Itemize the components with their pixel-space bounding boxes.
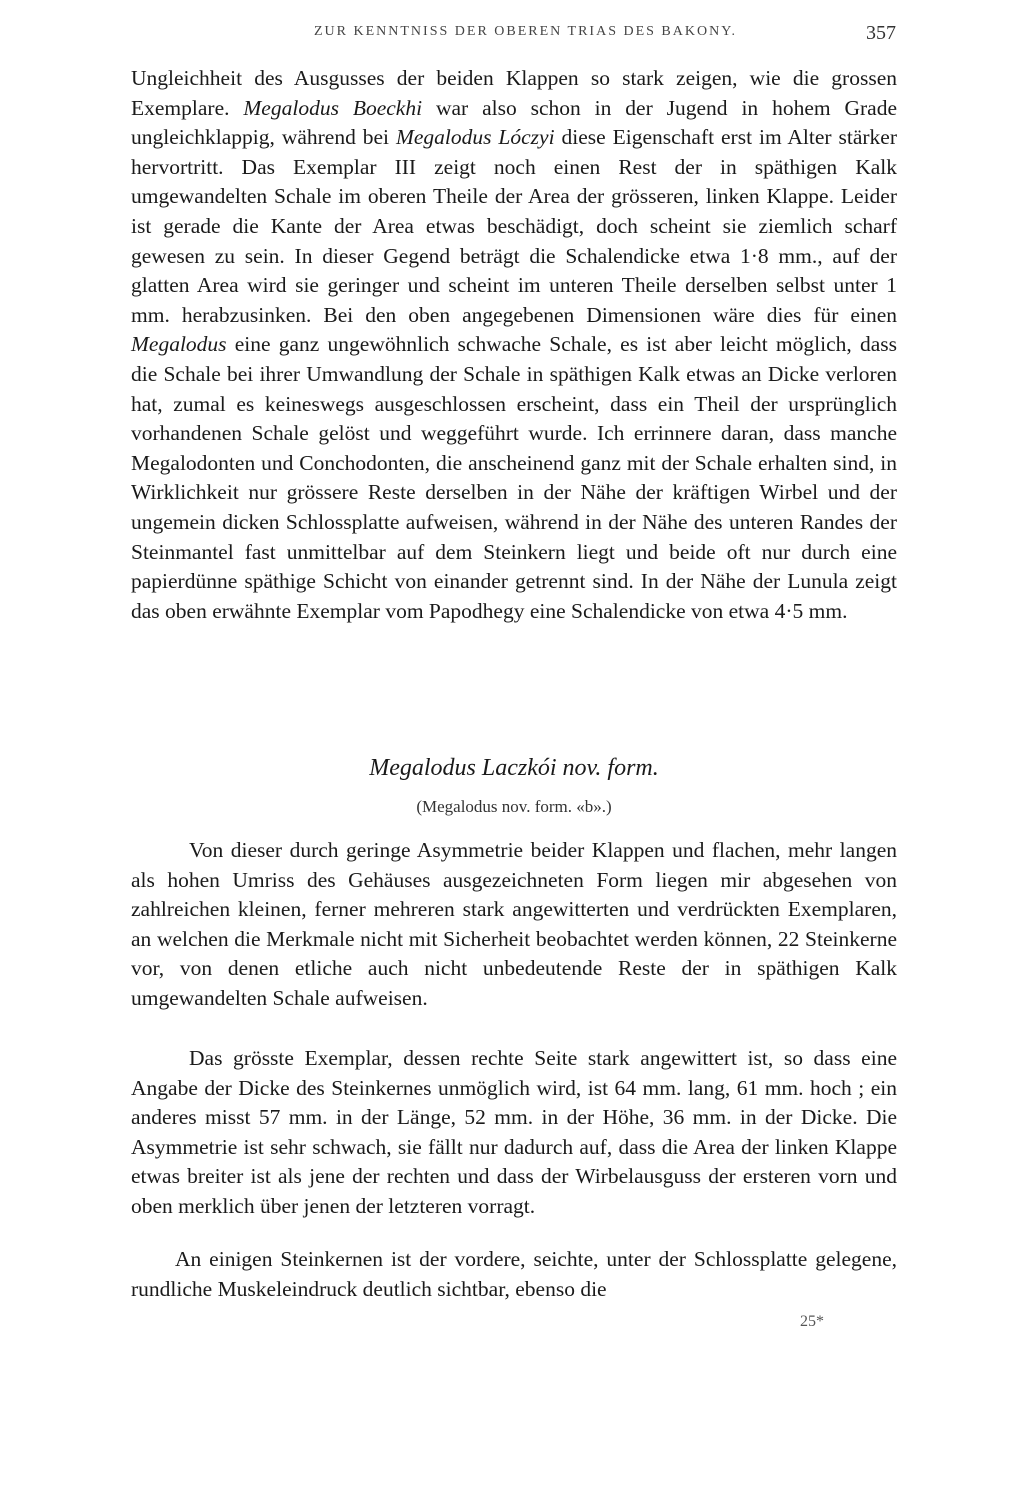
paragraph-description: Von dieser durch geringe Asymmetrie beider Klappen und flachen, mehr langen als hohen Umriss des Gehäuses ausgezeichneten Form liegen mir abgesehen von zahlreichen kleinen, ferner mehreren stark angewitterten und verdrückten Exemplaren, an welchen die Merkmale nicht mit Sicherheit beobachtet werden können, 22 Steinkerne vor, von denen etliche auch nicht unbedeutende Reste der in späthigen Kalk umgewandelten Schale aufweisen.	[131, 838, 897, 1010]
running-title: ZUR KENNTNISS DER OBEREN TRIAS DES BAKONY.	[314, 24, 738, 39]
paragraph-1-text-d: eine ganz ungewöhnlich schwache Schale, es ist aber leicht möglich, dass die Schale bei ihrer Umwandlung der Schale in späthigen Kalk etwas an Dicke verloren hat, zumal es keineswegs ausgeschlossen erscheint, dass ein Theil der ursprünglich vorhandenen Schale gelöst und weggeführt wurde. Ich errinnere daran, dass manche Megalodonten und Conchodonten, die anscheinend ganz mit der Schale erhalten sind, in Wirklichkeit nur grössere Reste derselben in der Nähe der kräftigen Wirbel und der ungemein dicken Schlossplatte aufweisen, während in der Nähe des unteren Randes der Steinmantel fast unmittelbar auf dem Steinkern liegt und beide oft nur durch eine papierdünne späthige Schicht von einander getrennt sind. In der Nähe der Lunula zeigt das oben erwähnte Exemplar vom Papodhegy eine Schalendicke von etwa 4·5 mm.	[131, 332, 897, 623]
signature-mark: 25*	[800, 1313, 824, 1330]
running-header	[118, 22, 896, 46]
species-name-loczyi: Megalodus Lóczyi	[395, 125, 555, 150]
paragraph-1-text-b: war also schon in der Jugend in hohem Grade ungleichklappig, während bei	[131, 95, 898, 150]
section-subheading: (Megalodus nov. form. «b».)	[416, 797, 612, 816]
paragraph-1-text-c: diese Eigenschaft erst im Alter stärker hervortritt. Das Exemplar III zeigt noch einen Rest der in späthigen Kalk umgewandelten Schale im oberen Theile der Area der grösseren, linken Klappe. Leider ist gerade die Kante der Area etwas beschädigt, doch scheint sie ziemlich scharf gewesen zu sein. In dieser Gegend beträgt die Schalendicke etwa 1·8 mm., auf der glatten Area wird sie geringer und scheint im unteren Theile derselben selbst unter 1 mm. herabzusinken. Bei den oben angegebenen Dimensionen wäre dies für einen	[131, 125, 898, 327]
page-number: 357	[866, 22, 896, 44]
genus-name-megalodus: Megalodus	[131, 332, 227, 357]
paragraph-continuation	[131, 64, 897, 626]
paragraph-1-text-a: Ungleichheit des Ausgusses der beiden Klappen so stark zeigen, wie die grossen Exemplare.	[131, 66, 897, 120]
section-heading: Megalodus Laczkói nov. form.	[369, 755, 659, 781]
paragraph-dimensions: Das grösste Exemplar, dessen rechte Seite stark angewittert ist, so dass eine Angabe der Dicke des Steinkernes unmöglich wird, ist 64 mm. lang, 61 mm. hoch ; ein anderes misst 57 mm. in der Länge, 52 mm. in der Höhe, 36 mm. in der Dicke. Die Asymmetrie ist sehr schwach, sie fällt nur dadurch auf, dass die Area der linken Klappe etwas breiter ist als jene der rechten und dass der Wirbelausguss der ersteren vorn und oben merklich über jenen der letzteren vorragt.	[131, 1046, 897, 1218]
paragraph-muscle-impression: An einigen Steinkernen ist der vordere, seichte, unter der Schlossplatte gelegene, rundliche Muskeleindruck deutlich sichtbar, ebenso die	[131, 1247, 897, 1301]
species-name-boeckhi: Megalodus Boeckhi	[243, 95, 423, 120]
